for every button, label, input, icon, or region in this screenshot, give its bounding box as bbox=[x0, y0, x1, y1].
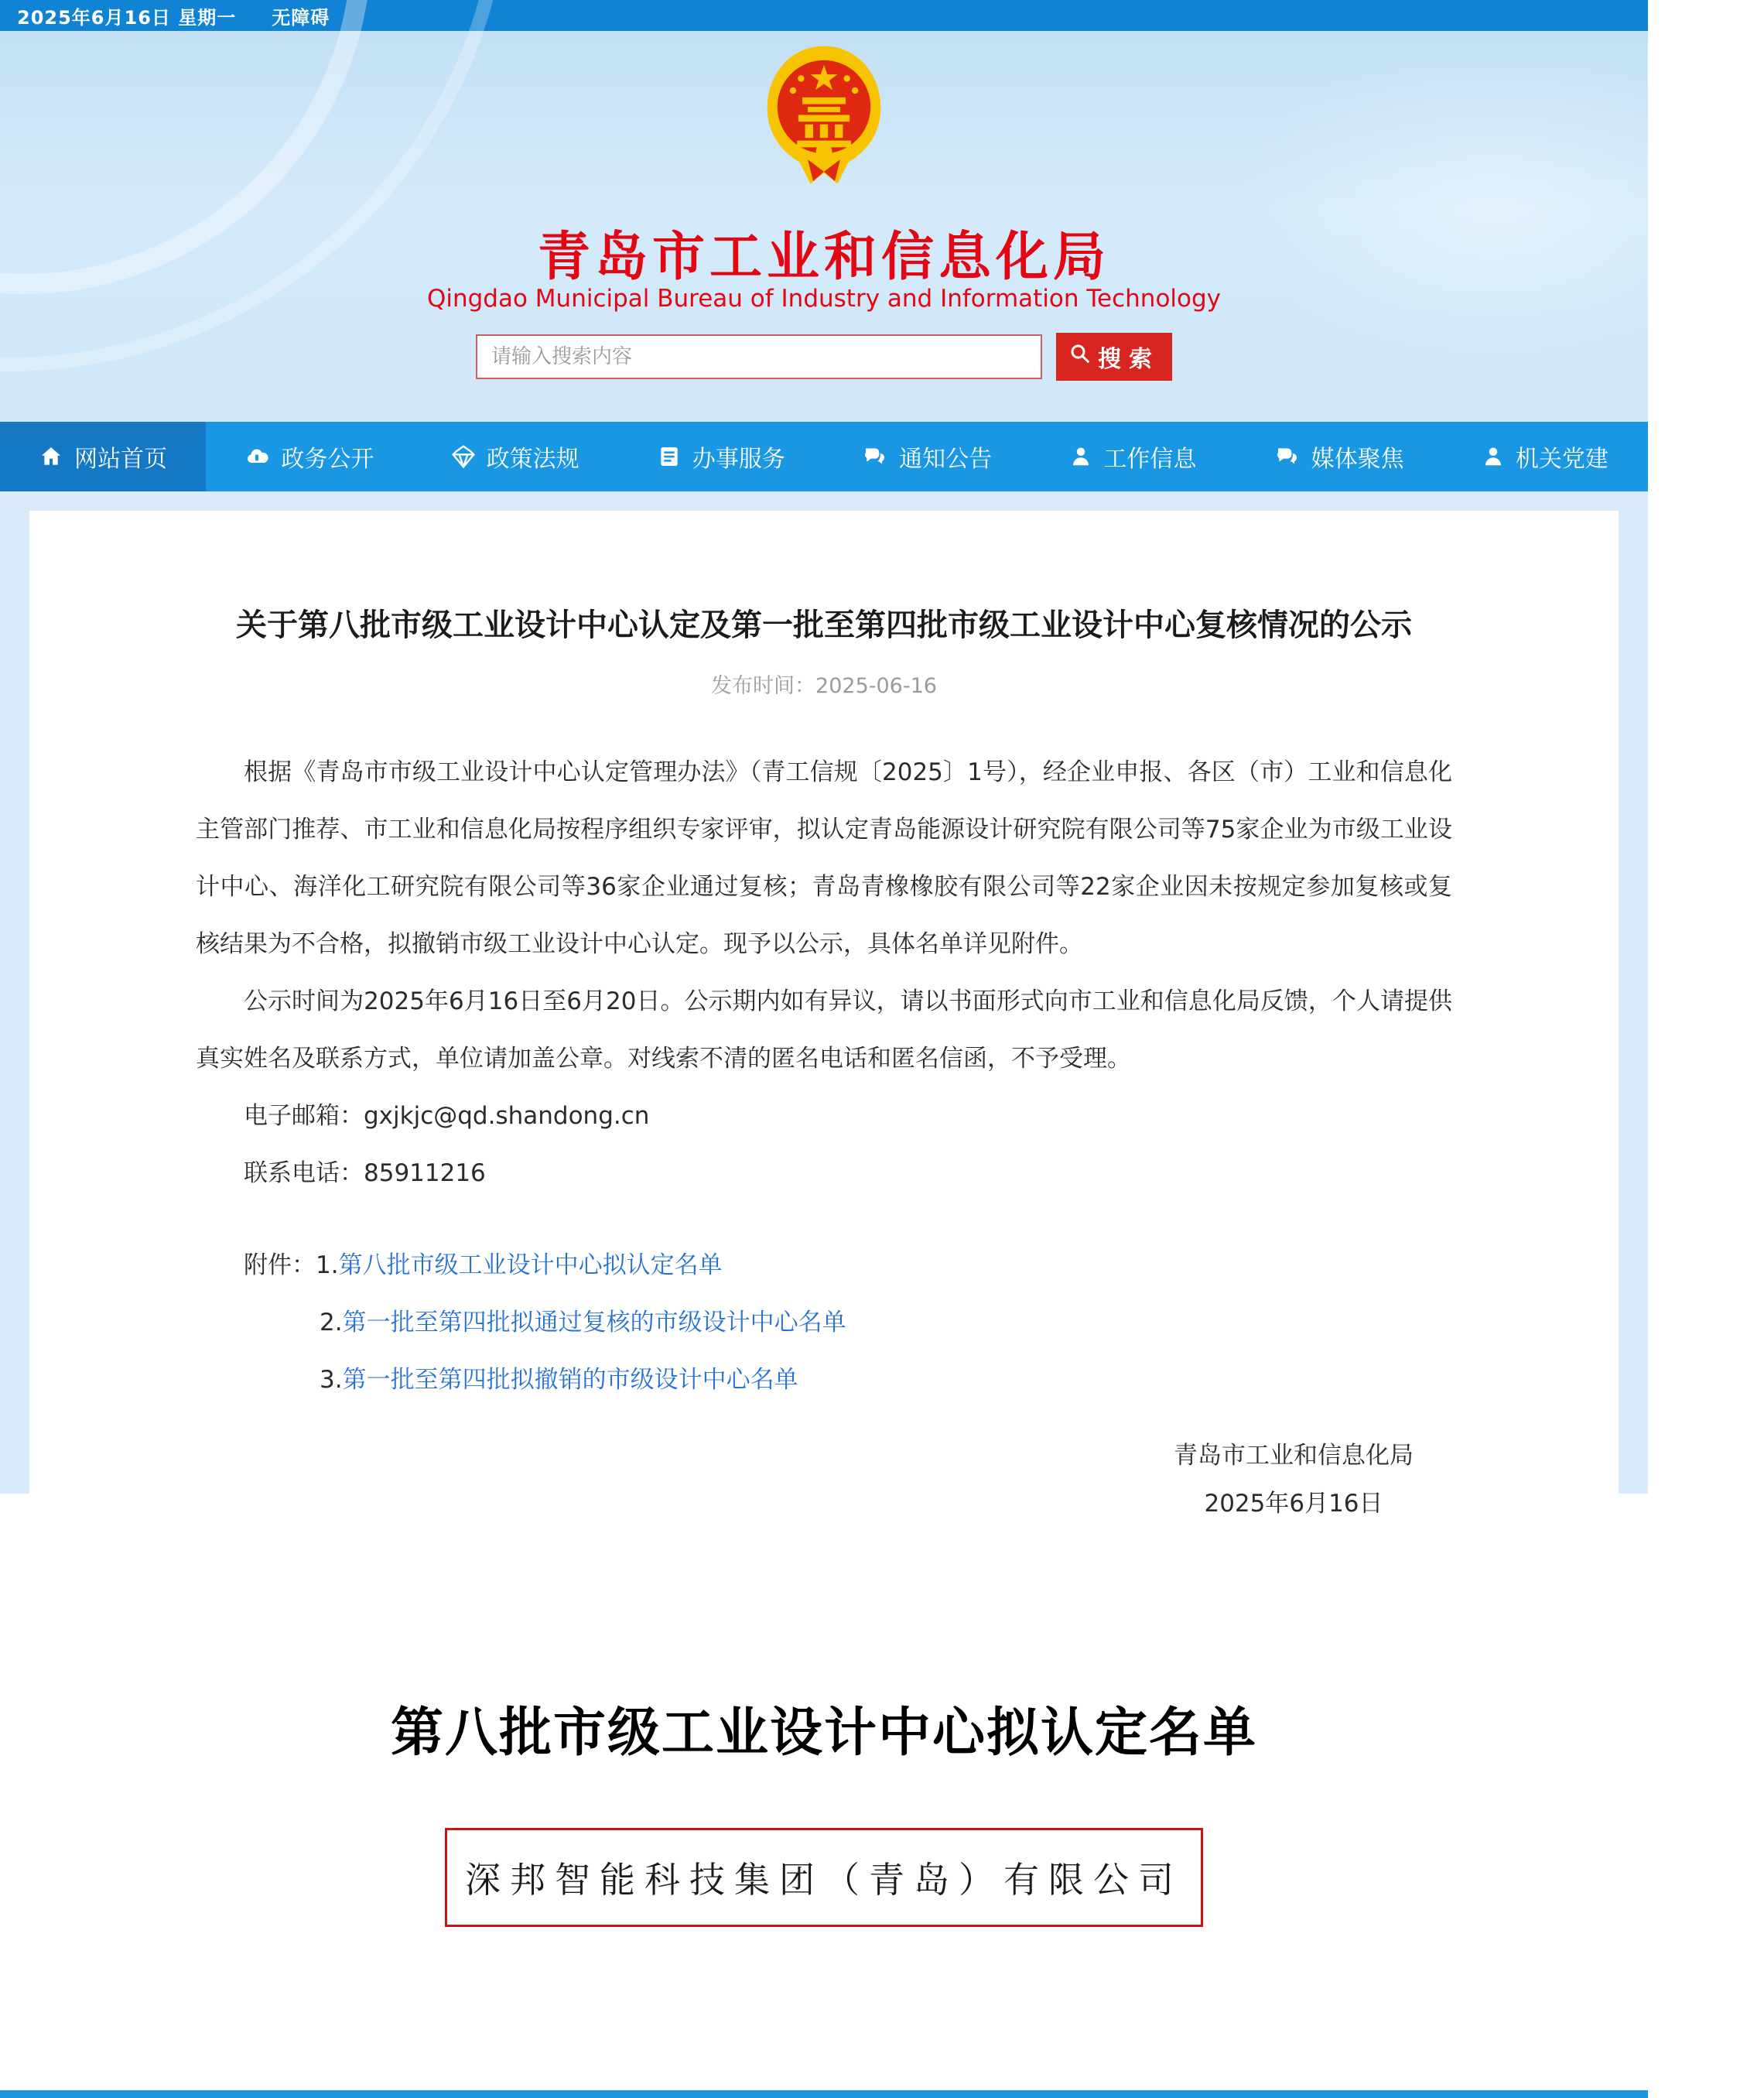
article-body bbox=[196, 744, 1452, 1202]
nav-item-notices[interactable] bbox=[824, 422, 1030, 491]
attachments-block bbox=[244, 1237, 1452, 1408]
attachments-label: 附件： bbox=[244, 1251, 316, 1279]
email-value: gxjkjc@qd.shandong.cn bbox=[364, 1102, 650, 1130]
site-header bbox=[0, 31, 1648, 422]
attachment-row bbox=[244, 1351, 1452, 1408]
attachment-row bbox=[244, 1237, 1452, 1294]
nav-label: 政策法规 bbox=[486, 446, 579, 473]
search-button[interactable] bbox=[1056, 333, 1172, 381]
accessibility-link[interactable]: 无障碍 bbox=[272, 6, 330, 29]
nav-label: 办事服务 bbox=[692, 446, 785, 473]
email-label: 电子邮箱： bbox=[244, 1102, 364, 1130]
home-icon bbox=[39, 444, 63, 469]
article-title: 关于第八批市级工业设计中心认定及第一批至第四批市级工业设计中心复核情况的公示 bbox=[236, 607, 1412, 643]
signature-date: 2025年6月16日 bbox=[1204, 1490, 1383, 1518]
site-name: 青岛市工业和信息化局 bbox=[537, 227, 1110, 288]
header-decoration bbox=[1222, 46, 1764, 371]
attachment-number: 1. bbox=[316, 1251, 339, 1279]
cloud-icon bbox=[244, 444, 270, 469]
bottom-bar bbox=[0, 2090, 1648, 2098]
topbar-date: 2025年6月16日 星期一 bbox=[17, 6, 237, 29]
signature-block bbox=[1174, 1432, 1414, 1528]
phone-value: 85911216 bbox=[364, 1159, 486, 1187]
company-name: 深邦智能科技集团（青岛）有限公司 bbox=[465, 1859, 1183, 1901]
article-card bbox=[29, 511, 1619, 1518]
site-name-en: Qingdao Municipal Bureau of Industry and Information Technology bbox=[426, 285, 1222, 313]
attachment-row bbox=[244, 1294, 1452, 1351]
nav-label: 机关党建 bbox=[1515, 446, 1608, 473]
document-icon bbox=[657, 444, 682, 469]
nav-item-work-info[interactable] bbox=[1030, 422, 1236, 491]
nav-label: 媒体聚焦 bbox=[1311, 446, 1404, 473]
nav-item-home[interactable] bbox=[0, 422, 206, 491]
publish-date-line bbox=[196, 669, 1452, 699]
nav-item-party-building[interactable] bbox=[1442, 422, 1648, 491]
company-box bbox=[445, 1828, 1203, 1927]
nav-label: 通知公告 bbox=[899, 446, 993, 473]
phone-label: 联系电话： bbox=[244, 1159, 364, 1187]
search-icon bbox=[1068, 342, 1098, 371]
national-emblem-icon bbox=[757, 43, 892, 190]
signature-org: 青岛市工业和信息化局 bbox=[1174, 1442, 1414, 1470]
nav-item-gov-disclosure[interactable] bbox=[206, 422, 412, 491]
search-button-label: 搜索 bbox=[1098, 346, 1160, 373]
attachment-preview bbox=[0, 1494, 1648, 1927]
nav-label: 网站首页 bbox=[74, 446, 168, 473]
publish-date: 2025-06-16 bbox=[815, 674, 937, 698]
search-bar bbox=[476, 333, 1172, 381]
gem-icon bbox=[451, 444, 476, 469]
email-line bbox=[196, 1087, 1452, 1145]
nav-label: 政务公开 bbox=[281, 446, 374, 473]
preview-title: 第八批市级工业设计中心拟认定名单 bbox=[390, 1702, 1257, 1764]
user-icon bbox=[1482, 444, 1505, 469]
attachment-link-1[interactable]: 第八批市级工业设计中心拟认定名单 bbox=[338, 1251, 723, 1279]
paragraph: 根据《青岛市市级工业设计中心认定管理办法》（青工信规〔2025〕1号），经企业申报、各区（市）工业和信息化主管部门推荐、市工业和信息化局按程序组织专家评审，拟认定青岛能源设计研究院有限公司等75家企业为市级工业设计中心、海洋化工研究院有限公司等36家企业通过复核；青岛青橡橡胶有限公司等22家企业因未按规定参加复核或复核结果为不合格，拟撤销市级工业设计中心认定。现予以公示，具体名单详见附件。 bbox=[196, 758, 1452, 958]
attachment-link-2[interactable]: 第一批至第四批拟通过复核的市级设计中心名单 bbox=[342, 1309, 846, 1336]
phone-line bbox=[196, 1145, 1452, 1202]
chat-icon bbox=[1274, 444, 1301, 469]
attachment-number: 3. bbox=[320, 1366, 343, 1394]
nav-item-services[interactable] bbox=[618, 422, 824, 491]
nav-label: 工作信息 bbox=[1103, 446, 1197, 473]
nav-item-media-focus[interactable] bbox=[1236, 422, 1442, 491]
publish-label: 发布时间： bbox=[711, 674, 816, 698]
nav-item-policies[interactable] bbox=[412, 422, 618, 491]
user-icon bbox=[1069, 444, 1092, 469]
attachment-link-3[interactable]: 第一批至第四批拟撤销的市级设计中心名单 bbox=[342, 1366, 798, 1394]
chat-icon bbox=[862, 444, 888, 469]
attachment-number: 2. bbox=[320, 1309, 343, 1336]
search-input[interactable] bbox=[476, 334, 1042, 379]
main-nav bbox=[0, 422, 1648, 491]
paragraph: 公示时间为2025年6月16日至6月20日。公示期内如有异议，请以书面形式向市工业和信息化局反馈，个人请提供真实姓名及联系方式，单位请加盖公章。对线索不清的匿名电话和匿名信函，不予受理。 bbox=[196, 987, 1452, 1073]
page-background bbox=[0, 491, 1648, 1518]
